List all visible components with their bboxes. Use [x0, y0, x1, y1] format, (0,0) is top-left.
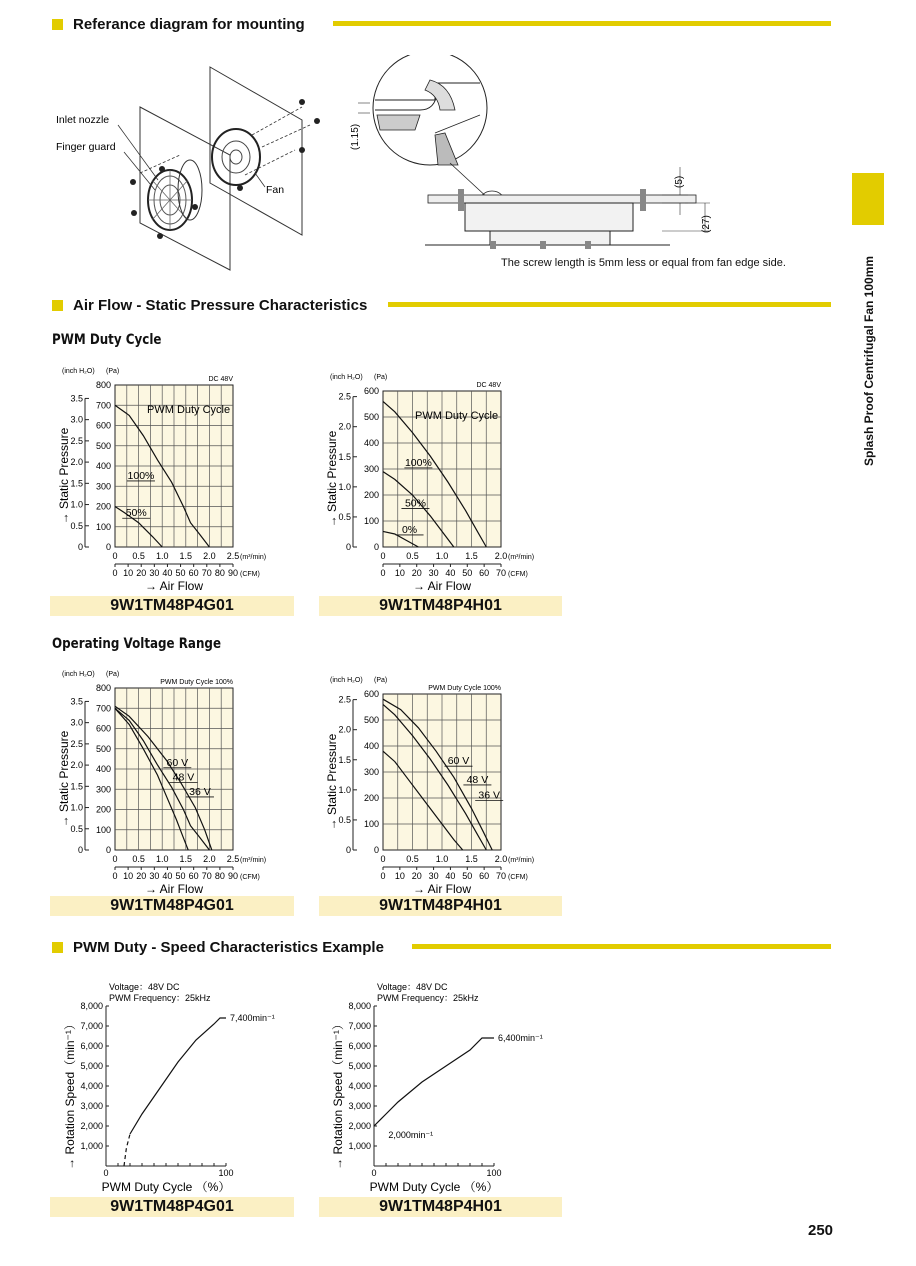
series-label: 50%	[125, 507, 147, 520]
chart-volt-g01	[50, 658, 310, 896]
inch-tick-label: 1.5	[338, 754, 351, 765]
section-title-airflow	[52, 297, 367, 314]
y-tick-label: 200	[95, 804, 111, 815]
y-tick-label: 1,000	[80, 1141, 103, 1151]
cfm-tick-label: 80	[214, 871, 225, 881]
unit-inch: (inch H₂O)	[330, 374, 363, 381]
cfm-tick-label: 0	[112, 568, 118, 578]
mounting-diagram	[40, 55, 840, 275]
y-tick-label: 600	[363, 689, 379, 699]
subsection-voltage-range: Operating Voltage Range	[52, 636, 222, 652]
chart-volt-h01	[318, 658, 578, 896]
inch-tick-label: 2.5	[338, 694, 351, 705]
side-tab	[852, 173, 884, 225]
section-title-text: Referance diagram for mounting	[73, 16, 305, 33]
cfm-tick-label: 20	[411, 568, 422, 578]
y-tick-label: 400	[363, 741, 379, 751]
x-tick-label: 1.0	[435, 854, 449, 864]
inch-tick-label: 3.5	[70, 696, 83, 707]
y-tick-label: 600	[363, 386, 379, 396]
chart-speed-g01	[50, 978, 310, 1196]
cfm-tick-label: 0	[380, 568, 386, 578]
chart-note: PWM Duty Cycle 100%	[160, 679, 233, 686]
model-label: 9W1TM48P4G01	[50, 1197, 294, 1217]
cfm-tick-label: 70	[495, 568, 507, 578]
unit-pa: (Pa)	[106, 368, 120, 375]
x-tick-label: 1.0	[155, 854, 169, 864]
section-title-text: PWM Duty - Speed Characteristics Example	[73, 939, 384, 956]
y-tick-label: 0	[373, 845, 379, 855]
y-tick-label: 600	[95, 723, 111, 734]
chart-pwm-g01	[50, 355, 310, 595]
page-number: 250	[808, 1222, 834, 1239]
y-tick-label: 400	[95, 461, 111, 471]
chart-pwm-h01	[318, 355, 578, 595]
y-tick-label: 300	[95, 481, 111, 492]
y-axis-title: → Rotation Speed（min⁻¹）	[331, 1018, 345, 1170]
inch-tick-label: 3.0	[70, 414, 83, 425]
y-axis-title: → Static Pressure	[57, 730, 71, 828]
chart-note: DC 48V	[476, 382, 501, 389]
inch-tick-label: 0.5	[338, 511, 351, 522]
unit-pa: (Pa)	[374, 374, 388, 381]
inch-tick-label: 3.0	[70, 717, 83, 728]
model-label: 9W1TM48P4H01	[319, 596, 562, 616]
dim-1-15: (1.15)	[350, 123, 361, 150]
unit-m3: (m³/min)	[240, 857, 267, 864]
cfm-tick-label: 80	[214, 568, 225, 578]
inch-tick-label: 0.5	[338, 814, 351, 825]
y-tick-label: 4,000	[348, 1081, 371, 1091]
unit-pa: (Pa)	[106, 671, 120, 678]
section-marker	[52, 19, 63, 30]
inch-tick-label: 0.5	[70, 823, 83, 834]
series-label: 100%	[404, 456, 432, 469]
y-axis-title: → Rotation Speed（min⁻¹）	[63, 1018, 77, 1170]
cfm-tick-label: 50	[462, 568, 473, 578]
inch-tick-label: 1.0	[70, 802, 83, 813]
inch-tick-label: 0	[77, 845, 83, 855]
x-axis-title: PWM Duty Cycle （%）	[369, 1180, 499, 1194]
x-tick-label: 0.5	[132, 551, 145, 561]
y-tick-label: 300	[363, 464, 379, 474]
cfm-tick-label: 50	[462, 871, 473, 881]
unit-m3: (m³/min)	[508, 857, 535, 864]
cfm-tick-label: 40	[445, 871, 456, 881]
inch-tick-label: 2.0	[70, 457, 83, 468]
y-tick-label: 6,000	[80, 1041, 103, 1051]
fan-body	[212, 129, 260, 185]
y-tick-label: 0	[105, 542, 111, 552]
section-title-pwm-speed	[52, 939, 384, 956]
cfm-tick-label: 10	[394, 568, 405, 578]
cfm-tick-label: 70	[495, 871, 507, 881]
inch-tick-label: 2.5	[70, 738, 83, 749]
inch-tick-label: 1.5	[70, 478, 83, 489]
y-tick-label: 500	[363, 715, 379, 725]
unit-cfm: (CFM)	[240, 571, 260, 578]
inch-tick-label: 1.0	[338, 784, 351, 795]
y-tick-label: 200	[363, 490, 379, 500]
mount-plate	[428, 195, 696, 203]
cfm-tick-label: 40	[162, 871, 173, 881]
y-tick-label: 5,000	[80, 1061, 103, 1071]
inch-tick-label: 2.0	[338, 724, 351, 735]
y-tick-label: 6,000	[348, 1041, 371, 1051]
cfm-tick-label: 10	[123, 568, 134, 578]
series-line	[374, 1038, 494, 1126]
dim-27: (27)	[701, 215, 712, 233]
chart-note: DC 48V	[208, 376, 233, 383]
inch-tick-label: 1.0	[338, 481, 351, 492]
y-tick-label: 7,000	[80, 1021, 103, 1031]
y-tick-label: 5,000	[348, 1061, 371, 1071]
x-tick-label: 0	[112, 854, 118, 864]
section-marker	[52, 942, 63, 953]
x-tick-label: 0	[103, 1168, 109, 1178]
x-tick-label: 1.5	[179, 551, 193, 561]
y-tick-label: 500	[95, 440, 111, 451]
y-tick-label: 2,000	[80, 1121, 103, 1131]
series-label: 60 V	[166, 756, 189, 769]
inch-tick-label: 0	[345, 542, 351, 552]
section-rule	[412, 944, 831, 949]
cfm-tick-label: 60	[479, 871, 490, 881]
y-tick-label: 3,000	[348, 1101, 371, 1111]
y-tick-label: 0	[105, 845, 111, 855]
inch-tick-label: 2.0	[338, 421, 351, 432]
inch-tick-label: 1.0	[70, 499, 83, 510]
chart-note: PWM Duty Cycle 100%	[428, 685, 501, 692]
legend-title: PWM Duty Cycle	[415, 410, 499, 422]
annotation: 7,400min⁻¹	[230, 1013, 275, 1023]
chart-note: PWM Frequency：25kHz	[377, 993, 479, 1003]
x-tick-label: 0.5	[406, 854, 419, 864]
y-tick-label: 800	[95, 380, 111, 390]
y-axis-title: → Static Pressure	[57, 427, 71, 525]
cfm-tick-label: 60	[188, 871, 199, 881]
unit-m3: (m³/min)	[240, 554, 267, 561]
x-tick-label: 2.0	[203, 551, 216, 561]
inch-tick-label: 2.5	[70, 435, 83, 446]
cfm-tick-label: 20	[136, 568, 147, 578]
x-tick-label: 0.5	[132, 854, 145, 864]
x-tick-label: 100	[218, 1168, 234, 1178]
x-tick-label: 0	[380, 551, 386, 561]
y-tick-label: 3,000	[80, 1101, 103, 1111]
y-tick-label: 800	[95, 683, 111, 693]
x-tick-label: 2.5	[226, 854, 240, 864]
inch-tick-label: 0	[77, 542, 83, 552]
fan-panel	[210, 67, 302, 235]
y-tick-label: 7,000	[348, 1021, 371, 1031]
y-tick-label: 0	[373, 542, 379, 552]
y-tick-label: 100	[363, 819, 379, 829]
cfm-tick-label: 30	[149, 568, 160, 578]
y-tick-label: 400	[363, 438, 379, 448]
x-tick-label: 2.5	[226, 551, 240, 561]
x-tick-label: 0	[112, 551, 118, 561]
cfm-tick-label: 70	[201, 871, 212, 881]
y-tick-label: 4,000	[80, 1081, 103, 1091]
y-axis-title: → Static Pressure	[325, 733, 339, 831]
series-line	[124, 1134, 130, 1166]
x-tick-label: 0	[380, 854, 386, 864]
cfm-tick-label: 50	[175, 568, 186, 578]
unit-m3: (m³/min)	[508, 554, 535, 561]
y-tick-label: 400	[95, 764, 111, 774]
y-tick-label: 500	[363, 412, 379, 422]
cfm-tick-label: 90	[227, 871, 239, 881]
unit-cfm: (CFM)	[508, 874, 528, 881]
cfm-tick-label: 30	[428, 871, 439, 881]
x-axis-title: PWM Duty Cycle （%）	[101, 1180, 231, 1194]
chart-note: Voltage：48V DC	[377, 982, 448, 992]
y-tick-label: 100	[363, 516, 379, 526]
cfm-tick-label: 0	[380, 871, 386, 881]
chart-note: Voltage：48V DC	[109, 982, 180, 992]
cfm-tick-label: 10	[123, 871, 134, 881]
y-tick-label: 1,000	[348, 1141, 371, 1151]
inch-tick-label: 2.0	[70, 760, 83, 771]
model-label: 9W1TM48P4G01	[50, 896, 294, 916]
x-axis-title: → Air Flow	[412, 882, 472, 896]
series-label: 48 V	[466, 773, 489, 786]
cfm-tick-label: 60	[188, 568, 199, 578]
y-axis-title: → Static Pressure	[325, 430, 339, 528]
section-rule	[388, 302, 831, 307]
unit-pa: (Pa)	[374, 677, 388, 684]
section-title-mounting	[52, 16, 305, 33]
y-tick-label: 200	[95, 501, 111, 512]
x-tick-label: 0.5	[406, 551, 419, 561]
x-tick-label: 2.0	[494, 854, 508, 864]
unit-inch: (inch H₂O)	[62, 671, 95, 678]
label-finger-guard: Finger guard	[56, 141, 116, 153]
y-tick-label: 300	[95, 784, 111, 795]
x-tick-label: 2.0	[203, 854, 216, 864]
model-label: 9W1TM48P4H01	[319, 896, 562, 916]
inch-tick-label: 2.5	[338, 391, 351, 402]
section-title-text: Air Flow - Static Pressure Characteristics	[73, 297, 368, 314]
x-axis-title: → Air Flow	[412, 579, 472, 593]
series-label: 0%	[401, 523, 418, 536]
cfm-tick-label: 10	[394, 871, 405, 881]
series-label: 60 V	[447, 755, 470, 768]
screw-note: The screw length is 5mm less or equal from fan edge side.	[501, 257, 786, 269]
section-marker	[52, 300, 63, 311]
subsection-pwm-duty: PWM Duty Cycle	[52, 332, 162, 348]
x-tick-label: 1.5	[465, 854, 478, 864]
series-label: 36 V	[478, 789, 501, 802]
cfm-tick-label: 40	[162, 568, 173, 578]
x-tick-label: 0	[371, 1168, 377, 1178]
y-tick-label: 700	[95, 400, 111, 411]
y-tick-label: 500	[95, 743, 111, 754]
y-tick-label: 8,000	[348, 1001, 371, 1011]
model-label: 9W1TM48P4H01	[319, 1197, 562, 1217]
chart-speed-h01	[318, 978, 578, 1196]
inch-tick-label: 0.5	[70, 520, 83, 531]
series-label: 100%	[127, 469, 155, 482]
inch-tick-label: 3.5	[70, 393, 83, 404]
y-tick-label: 2,000	[348, 1121, 371, 1131]
series-label: 50%	[404, 497, 426, 510]
y-tick-label: 100	[95, 824, 111, 835]
inch-tick-label: 0	[345, 845, 351, 855]
unit-inch: (inch H₂O)	[330, 677, 363, 684]
cfm-tick-label: 20	[136, 871, 147, 881]
cfm-tick-label: 30	[149, 871, 160, 881]
annotation: 2,000min⁻¹	[388, 1130, 434, 1140]
dim-5: (5)	[674, 175, 685, 188]
inch-tick-label: 1.5	[338, 451, 351, 462]
annotation: 6,400min⁻¹	[498, 1033, 543, 1043]
x-tick-label: 100	[486, 1168, 502, 1178]
y-tick-label: 200	[363, 793, 379, 803]
unit-cfm: (CFM)	[240, 874, 260, 881]
x-tick-label: 1.5	[465, 551, 478, 561]
cfm-tick-label: 20	[411, 871, 422, 881]
x-axis-title: → Air Flow	[144, 882, 204, 896]
cfm-tick-label: 40	[445, 568, 456, 578]
label-inlet-nozzle: Inlet nozzle	[56, 114, 110, 126]
y-tick-label: 300	[363, 767, 379, 777]
x-tick-label: 2.0	[494, 551, 508, 561]
x-tick-label: 1.5	[179, 854, 193, 864]
cfm-tick-label: 30	[428, 568, 439, 578]
series-label: 36 V	[189, 785, 211, 798]
x-tick-label: 1.0	[155, 551, 169, 561]
y-tick-label: 600	[95, 420, 111, 431]
legend-title: PWM Duty Cycle	[147, 404, 231, 416]
inch-tick-label: 1.5	[70, 781, 83, 792]
label-fan: Fan	[266, 184, 285, 196]
y-tick-label: 700	[95, 703, 111, 714]
unit-cfm: (CFM)	[508, 571, 528, 578]
cfm-tick-label: 0	[112, 871, 118, 881]
section-rule	[333, 21, 831, 26]
series-label: 48 V	[172, 771, 195, 784]
series-line	[130, 1018, 226, 1134]
fan-section	[465, 203, 633, 231]
cfm-tick-label: 50	[175, 871, 186, 881]
cfm-tick-label: 70	[201, 568, 212, 578]
y-tick-label: 8,000	[80, 1001, 103, 1011]
y-tick-label: 100	[95, 521, 111, 532]
x-axis-title: → Air Flow	[144, 579, 204, 593]
x-tick-label: 1.0	[435, 551, 449, 561]
model-label: 9W1TM48P4G01	[50, 596, 294, 616]
chart-note: PWM Frequency：25kHz	[109, 993, 211, 1003]
cfm-tick-label: 90	[227, 568, 239, 578]
cfm-tick-label: 60	[479, 568, 490, 578]
side-tab-label: Splash Proof Centrifugal Fan 100mm	[862, 255, 876, 466]
unit-inch: (inch H₂O)	[62, 368, 95, 375]
